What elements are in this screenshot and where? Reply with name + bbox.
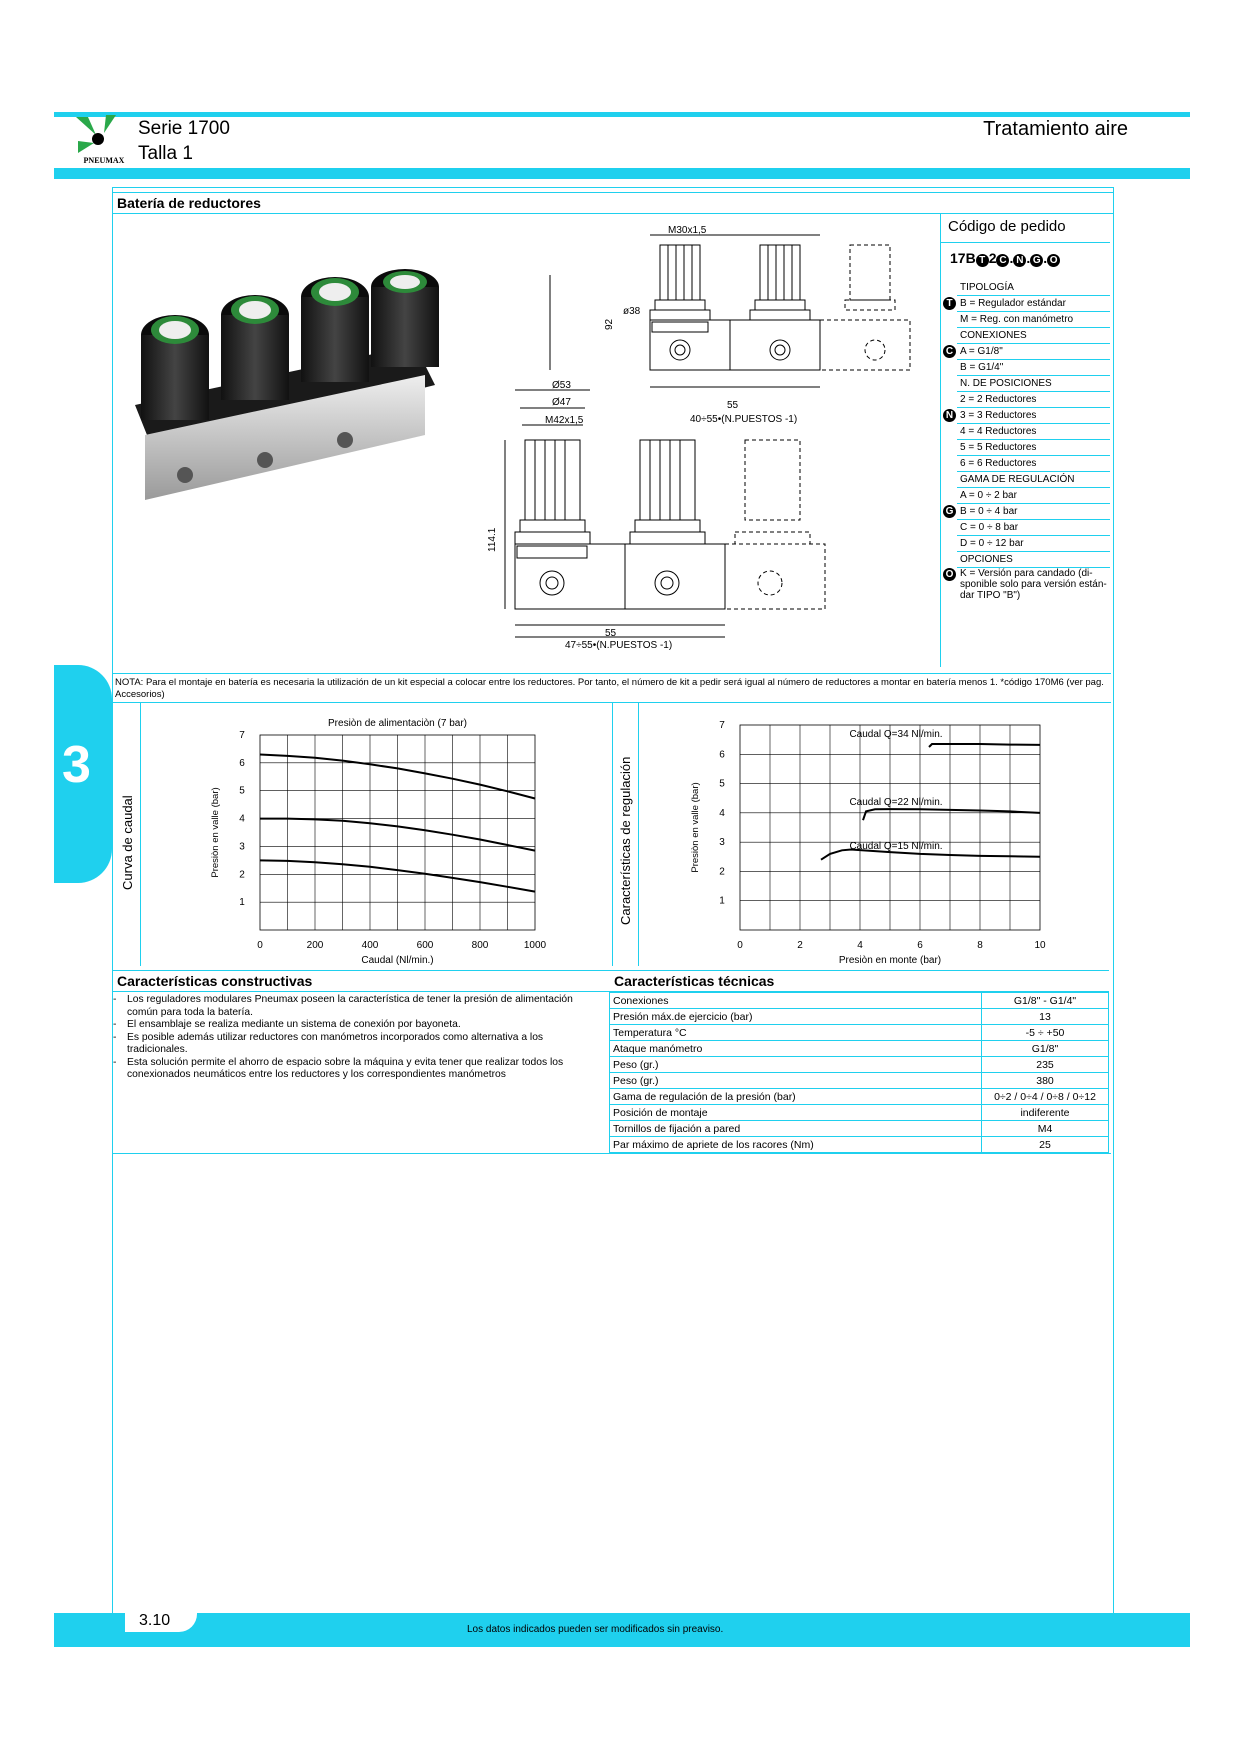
chart-title: Presiòn de alimentaciòn (7 bar) [328,718,467,729]
header-band [54,168,1190,179]
tech-row [610,1089,1109,1105]
order-code [950,250,1060,267]
y-tick-label: 1 [719,895,725,907]
series-line [929,744,1040,747]
constructive-item: - Esta solución permite el ahorro de espacio sobre la máquina y evita tener que realizar todos los conexionados neumáticos entre los reductores y los correspondientes manómetros [113,1056,564,1080]
y-tick-label: 4 [239,813,245,825]
note-rule-top [113,673,1111,674]
order-code-row [940,392,1110,408]
tech-row [610,1041,1109,1057]
tech-row [610,993,1109,1009]
dim-d47: Ø47 [552,397,571,408]
order-code-row [940,520,1110,536]
size-title: Talla 1 [138,143,193,164]
regulation-label: Características de regulación [618,756,633,925]
order-code-row [940,552,1110,568]
dim-h92: 92 [604,318,615,330]
tech-label: Par máximo de apriete de los racores (Nm) [610,1137,982,1153]
series-title: Serie 1700 [138,118,230,139]
y-tick-label: 7 [239,730,245,741]
note-text: NOTA: Para el montaje en batería es necesaria la utilización de un kit especial a colocar entre los reductores. Por tanto, el número de kit a pedir será igual al número de reductores a montar en batería menos 1. *código 170M6 (ver pag. Accesorios) [115,677,1104,700]
flow-curve-label: Curva de caudal [120,795,135,890]
tech-value: G1/8" [982,1041,1109,1057]
tech-value: indiferente [982,1105,1109,1121]
tech-value: M4 [982,1121,1109,1137]
dim-d53: Ø53 [552,380,571,391]
order-code-title: Código de pedido [948,218,1066,235]
order-code-marker: 2 [988,250,997,266]
tech-label: Conexiones [610,993,982,1009]
y-tick-label: 6 [719,749,725,761]
constructive-title: Características constructivas [113,970,613,992]
chapter-number: 3 [62,736,91,794]
tech-row [610,1009,1109,1025]
product-title: Batería de reductores [113,192,1113,214]
tech-value: 25 [982,1137,1109,1153]
x-tick-label: 0 [737,940,743,951]
tech-label: Ataque manómetro [610,1041,982,1057]
chart-grid [740,725,1040,930]
tech-label: Posición de montaje [610,1105,982,1121]
constructive-item: - Los reguladores modulares Pneumax poseen la característica de tener la presión de alimentación común para toda la batería. [113,994,573,1018]
dim-m42: M42x1,5 [545,415,584,426]
series-label: Caudal Q=15 Nl/min. [849,840,943,852]
tech-label: Temperatura °C [610,1025,982,1041]
x-tick-label: 400 [361,940,379,951]
y-tick-label: 6 [239,757,245,769]
y-tick-label: 4 [719,807,725,819]
tech-value: 380 [982,1073,1109,1089]
y-tick-label: 5 [239,785,245,797]
y-tick-label: 5 [719,778,725,790]
order-code-row-text: N. DE POSICIONES [957,376,1110,392]
tech-label: Tornillos de fijación a pared [610,1121,982,1137]
x-axis-label: Caudal (Nl/min.) [361,955,434,966]
technical-table-wrap [609,992,1109,1153]
order-code-row [940,504,1110,520]
flow-curve-chart [200,715,610,965]
dim-h114: 114.1 [487,527,498,552]
product-photo [125,275,445,535]
y-axis-label: Presiòn en valle (bar) [210,787,221,878]
dim-55a: 55 [727,400,739,411]
x-tick-label: 200 [306,940,324,951]
tech-row [610,1121,1109,1137]
order-code-row-text: D = 0 ÷ 12 bar [957,536,1110,552]
order-code-marker: O [1047,254,1060,267]
series-label: Caudal Q=22 Nl/min. [849,796,943,808]
order-code-marker: . [1043,250,1048,266]
x-tick-label: 8 [977,940,983,951]
x-tick-label: 4 [857,940,863,951]
order-code-row [940,296,1110,312]
tech-value: 235 [982,1057,1109,1073]
order-code-row-marker: T [943,297,956,310]
order-code-row-marker: C [943,345,956,358]
order-code-row-text: A = 0 ÷ 2 bar [957,488,1110,504]
order-code-row-text: M = Reg. con manómetro [957,312,1110,328]
x-tick-label: 1000 [523,940,547,951]
constructive-item: - El ensamblaje se realiza mediante un sistema de conexión por bayoneta. [113,1019,461,1030]
order-code-row [940,424,1110,440]
order-code-row-text: A = G1/8" [957,344,1110,360]
order-code-row-text: 4 = 4 Reductores [957,424,1110,440]
dim-55b: 55 [605,628,617,639]
order-code-row [940,344,1110,360]
order-code-marker: C [996,254,1009,267]
order-code-row-text: OPCIONES [957,552,1110,568]
y-tick-label: 3 [719,837,725,849]
pneumax-logo [74,113,134,167]
order-code-row [940,440,1110,456]
order-code-row-text: B = Regulador estándar [957,296,1110,312]
y-tick-label: 2 [719,866,725,878]
y-tick-label: 1 [239,897,245,909]
order-code-row-marker: G [943,505,956,518]
chart-mid-border-2 [638,702,639,966]
order-code-row-text: B = 0 ÷ 4 bar [957,504,1110,520]
chart-left-border [140,702,141,966]
order-code-markers [976,250,1060,266]
order-code-row [940,408,1110,424]
order-code-row [940,280,1110,296]
tech-label: Gama de regulación de la presión (bar) [610,1089,982,1105]
order-code-marker: N [1013,254,1026,267]
order-code-row-text: B = G1/4" [957,360,1110,376]
order-code-row-text: 5 = 5 Reductores [957,440,1110,456]
chart-grid [260,735,535,930]
order-code-row-text: 2 = 2 Reductores [957,392,1110,408]
x-tick-label: 6 [917,940,923,951]
tech-row [610,1025,1109,1041]
y-tick-label: 2 [239,869,245,881]
order-code-row-text: 6 = 6 Reductores [957,456,1110,472]
order-code-marker: . [1009,250,1014,266]
order-code-row [940,456,1110,472]
dim-pitch-a: 40÷55•(N.PUESTOS -1) [690,414,798,425]
header-top-rule [54,112,1190,117]
order-code-table [940,280,1110,601]
technical-drawing [490,225,930,665]
tech-label: Peso (gr.) [610,1057,982,1073]
order-code-row [940,472,1110,488]
order-code-row [940,360,1110,376]
tech-label: Peso (gr.) [610,1073,982,1089]
page-number: 3.10 [139,1612,171,1629]
tech-value: 13 [982,1009,1109,1025]
svg-text:PNEUMAX: PNEUMAX [83,156,125,165]
regulation-chart [690,715,1105,966]
tech-value: G1/8" - G1/4" [982,993,1109,1009]
y-tick-label: 7 [719,720,725,731]
x-tick-label: 0 [257,940,263,951]
series-label: Caudal Q=34 Nl/min. [849,728,943,740]
order-code-row-marker: N [943,409,956,422]
order-code-row [940,488,1110,504]
order-code-row-text: C = 0 ÷ 8 bar [957,520,1110,536]
order-code-row-text: GAMA DE REGULACIÓN [957,472,1110,488]
order-code-marker: T [976,254,989,267]
tech-value: 0÷2 / 0÷4 / 0÷8 / 0÷12 [982,1089,1109,1105]
order-code-prefix: 17B [950,250,976,266]
x-tick-label: 2 [797,940,803,951]
tech-row [610,1073,1109,1089]
order-code-rule [940,242,1110,243]
tech-label: Presión máx.de ejercicio (bar) [610,1009,982,1025]
footer-disclaimer: Los datos indicados pueden ser modificados sin preaviso. [467,1624,724,1635]
tech-row [610,1105,1109,1121]
order-code-row [940,328,1110,344]
order-code-row [940,376,1110,392]
tech-value: -5 ÷ +50 [982,1025,1109,1041]
dim-pitch-b: 47÷55•(N.PUESTOS -1) [565,640,673,651]
technical-title: Características técnicas [610,970,1109,992]
order-code-row-text: TIPOLOGÍA [957,280,1110,296]
constructive-item: - Es posible además utilizar reductores con manómetros incorporados como alternativa a los tradicionales. [113,1031,544,1055]
x-tick-label: 10 [1034,940,1046,951]
x-axis-label: Presiòn en monte (bar) [838,955,942,966]
tech-row [610,1057,1109,1073]
order-code-marker: . [1026,250,1031,266]
constructive-list [113,994,603,1082]
order-code-marker: G [1030,254,1043,267]
order-code-row-text: CONEXIONES [957,328,1110,344]
chart-mid-border [612,702,613,966]
y-tick-label: 3 [239,841,245,853]
option-marker: O [943,568,956,581]
x-tick-label: 800 [471,940,489,951]
order-code-row-text: 3 = 3 Reductores [957,408,1110,424]
dim-m30: M30x1,5 [668,225,707,236]
tech-row [610,1137,1109,1153]
x-tick-label: 600 [416,940,434,951]
dim-d38: ø38 [623,306,641,317]
section-title: Tratamiento aire [983,118,1128,140]
bottom-rule [113,1153,1111,1154]
series-line [863,809,1040,820]
order-code-row [940,536,1110,552]
y-axis-label: Presiòn en valle (bar) [690,782,701,873]
order-code-row [940,312,1110,328]
option-text: K = Versión para candado (di-sponible solo para versión están-dar TIPO "B") [960,568,1107,601]
